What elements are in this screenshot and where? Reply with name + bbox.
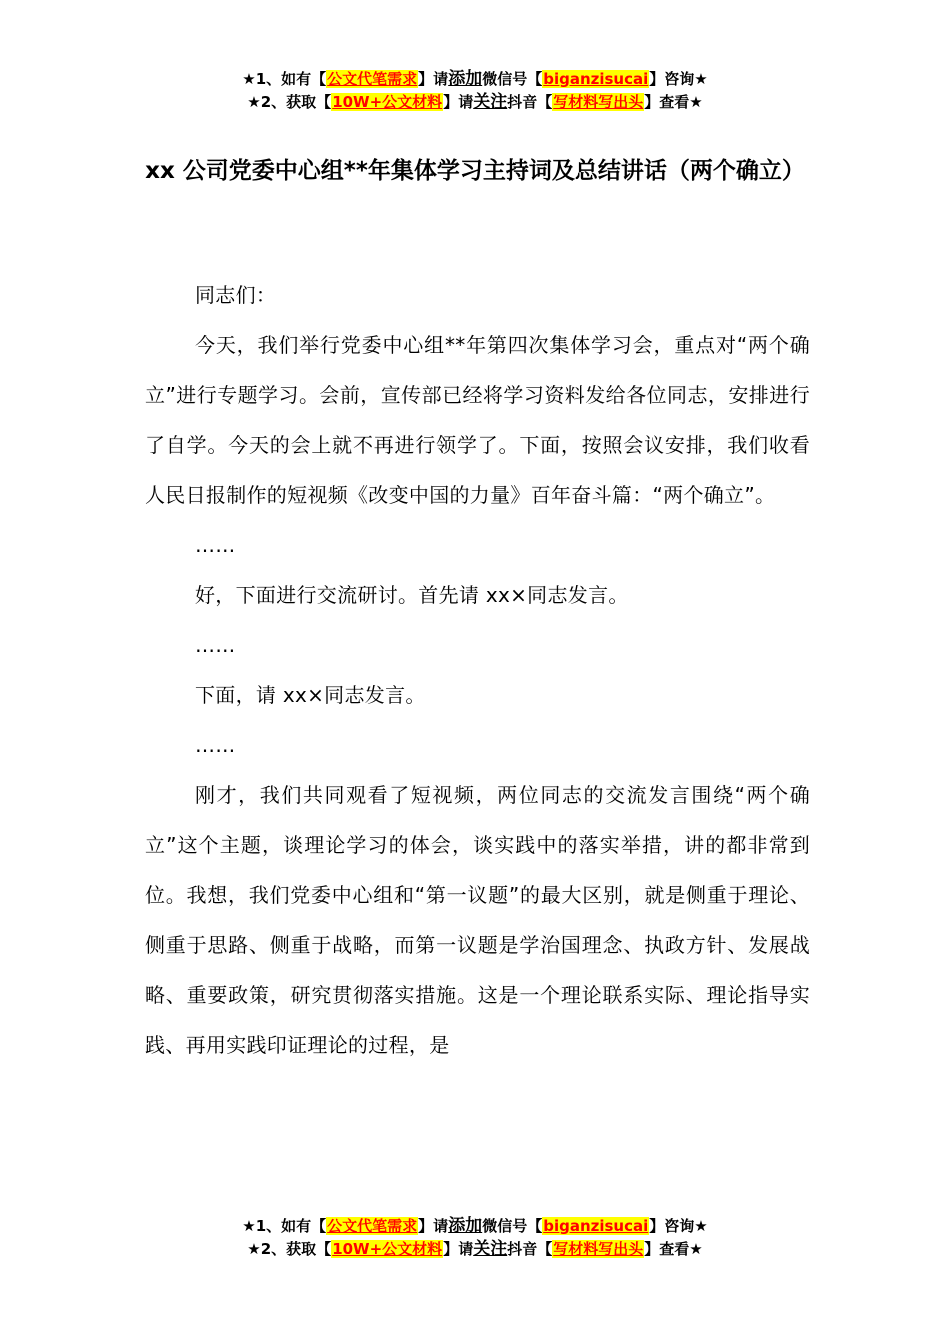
promo-text: 】请 bbox=[443, 1240, 474, 1258]
promo-emphasis: 关注 bbox=[473, 1239, 508, 1259]
paragraph: 下面，请 xx×同志发言。 bbox=[195, 683, 426, 707]
ellipsis: …… bbox=[195, 633, 236, 657]
promo-emphasis: 添加 bbox=[448, 69, 483, 89]
promo-footer bbox=[0, 1215, 950, 1261]
promo-text: 】查看★ bbox=[644, 93, 703, 111]
promo-highlight: 公文代笔需求 bbox=[327, 70, 418, 88]
promo-text: ★2、获取【 bbox=[247, 1240, 332, 1258]
promo-text: 】请 bbox=[443, 93, 474, 111]
promo-text: 抖音【 bbox=[507, 93, 553, 111]
paragraph: 今天，我们举行党委中心组**年第四次集体学习会，重点对“两个确立”进行专题学习。会前，宣传部已经将学习资料发给各位同志，安排进行了自学。今天的会上就不再进行领学了。下面，按照会议安排，我们收看人民日报制作的短视频《改变中国的力量》百年奋斗篇：“两个确立”。 bbox=[145, 333, 810, 507]
promo-emphasis: 关注 bbox=[473, 92, 508, 112]
promo-text: 】请 bbox=[418, 70, 449, 88]
paragraph: 好，下面进行交流研讨。首先请 xx×同志发言。 bbox=[195, 583, 629, 607]
promo-text: ★1、如有【 bbox=[242, 1217, 327, 1235]
promo-wechat-id: biganzisucai bbox=[543, 1217, 649, 1235]
document-title: xx 公司党委中心组**年集体学习主持词及总结讲话（两个确立） bbox=[145, 158, 805, 184]
promo-text: 抖音【 bbox=[507, 1240, 553, 1258]
promo-wechat-id: biganzisucai bbox=[543, 70, 649, 88]
promo-text: ★2、获取【 bbox=[247, 93, 332, 111]
promo-text: 微信号【 bbox=[482, 70, 543, 88]
salutation: 同志们： bbox=[195, 283, 277, 307]
promo-text: 】咨询★ bbox=[649, 70, 708, 88]
promo-highlight: 10W+公文材料 bbox=[332, 1240, 443, 1258]
promo-highlight: 10W+公文材料 bbox=[332, 93, 443, 111]
promo-line-2 bbox=[0, 91, 950, 114]
ellipsis: …… bbox=[195, 533, 236, 557]
promo-text: ★1、如有【 bbox=[242, 70, 327, 88]
promo-line-1 bbox=[0, 68, 950, 91]
promo-douyin-id: 写材料写出头 bbox=[553, 93, 644, 111]
promo-text: 】请 bbox=[418, 1217, 449, 1235]
ellipsis: …… bbox=[195, 733, 236, 757]
paragraph: 刚才，我们共同观看了短视频，两位同志的交流发言围绕“两个确立”这个主题，谈理论学习的体会，谈实践中的落实举措，讲的都非常到位。我想，我们党委中心组和“第一议题”的最大区别，就是侧重于理论、侧重于思路、侧重于战略，而第一议题是学治国理念、执政方针、发展战略、重要政策，研究贯彻落实措施。这是一个理论联系实际、理论指导实践、再用实践印证理论的过程，是 bbox=[145, 783, 810, 1057]
promo-text: 】咨询★ bbox=[649, 1217, 708, 1235]
promo-header bbox=[0, 68, 950, 114]
promo-text: 微信号【 bbox=[482, 1217, 543, 1235]
promo-emphasis: 添加 bbox=[448, 1216, 483, 1236]
promo-line-1 bbox=[0, 1215, 950, 1238]
promo-text: 】查看★ bbox=[644, 1240, 703, 1258]
promo-line-2 bbox=[0, 1238, 950, 1261]
document-body bbox=[145, 270, 810, 1070]
promo-douyin-id: 写材料写出头 bbox=[553, 1240, 644, 1258]
promo-highlight: 公文代笔需求 bbox=[327, 1217, 418, 1235]
